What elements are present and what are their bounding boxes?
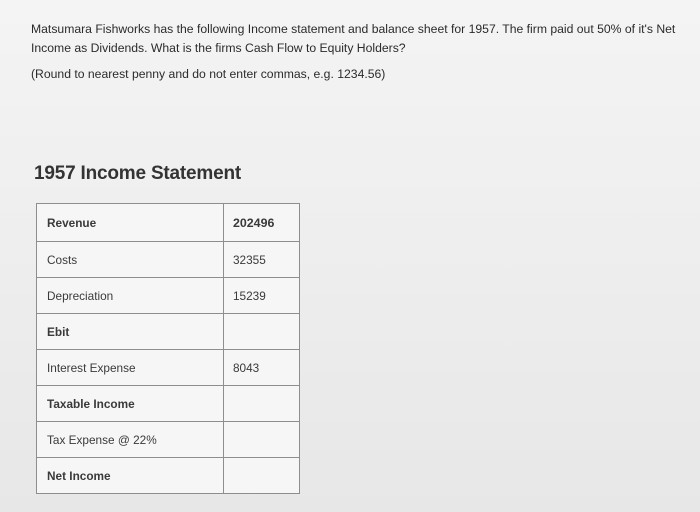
row-label: Depreciation [37,278,224,314]
question-line-2: Income as Dividends. What is the firms Cash Flow to Equity Holders? [31,41,406,55]
statement-title: 1957 Income Statement [34,163,241,184]
table-row-ebit [37,314,300,350]
income-statement-table [36,203,300,494]
row-label: Tax Expense @ 22% [37,422,224,458]
row-label: Net Income [37,458,224,494]
row-value: 15239 [224,278,300,314]
table-row-costs [37,242,300,278]
row-label: Revenue [37,204,224,242]
row-value: 32355 [224,242,300,278]
row-label: Costs [37,242,224,278]
row-value: 8043 [224,350,300,386]
rounding-instruction: (Round to nearest penny and do not enter commas, e.g. 1234.56) [31,67,386,81]
table-row-tax-expense [37,422,300,458]
row-value: 202496 [224,204,300,242]
row-label: Taxable Income [37,386,224,422]
table-row-interest-expense [37,350,300,386]
table-row-net-income [37,458,300,494]
question-text [31,20,696,84]
question-line-1: Matsumara Fishworks has the following Income statement and balance sheet for 1957. The firm paid out 50% of it's Net [31,22,676,36]
row-value [224,422,300,458]
row-value [224,386,300,422]
row-label: Ebit [37,314,224,350]
table-row-depreciation [37,278,300,314]
row-label: Interest Expense [37,350,224,386]
table-row-revenue [37,204,300,242]
row-value [224,314,300,350]
table-row-taxable-income [37,386,300,422]
row-value [224,458,300,494]
